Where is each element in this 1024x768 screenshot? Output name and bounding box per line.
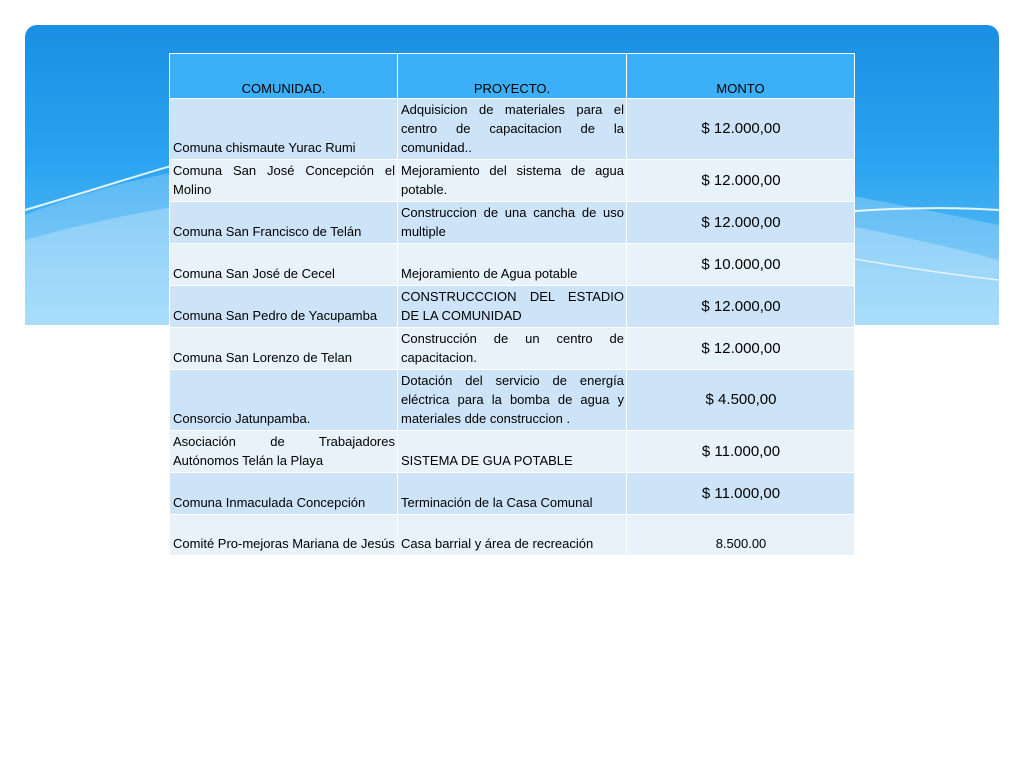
cell-monto: $ 12.000,00 [627, 328, 855, 370]
cell-monto: $ 11.000,00 [627, 473, 855, 515]
header-proyecto: PROYECTO. [398, 54, 627, 99]
cell-monto: $ 4.500,00 [627, 370, 855, 431]
cell-proyecto: Construcción de un centro de capacitacion. [398, 328, 627, 370]
cell-proyecto: Dotación del servicio de energía eléctrica para la bomba de agua y materiales dde construccion . [398, 370, 627, 431]
cell-comunidad: Comuna San Lorenzo de Telan [170, 328, 398, 370]
table-row [170, 328, 855, 370]
table-row [170, 202, 855, 244]
cell-monto: $ 12.000,00 [627, 202, 855, 244]
cell-comunidad: Comuna San Francisco de Telán [170, 202, 398, 244]
cell-comunidad: Consorcio Jatunpamba. [170, 370, 398, 431]
cell-proyecto: Construccion de una cancha de uso multiple [398, 202, 627, 244]
cell-proyecto: Terminación de la Casa Comunal [398, 473, 627, 515]
table-row [170, 515, 855, 556]
cell-comunidad: Comuna chismaute Yurac Rumi [170, 99, 398, 160]
table-row [170, 99, 855, 160]
table-row [170, 473, 855, 515]
cell-comunidad: Comuna San José Concepción el Molino [170, 160, 398, 202]
projects-table [169, 53, 855, 556]
table-row [170, 286, 855, 328]
cell-proyecto: Mejoramiento del sistema de agua potable. [398, 160, 627, 202]
cell-comunidad: Comuna San José de Cecel [170, 244, 398, 286]
table-row [170, 160, 855, 202]
cell-proyecto: CONSTRUCCCION DEL ESTADIO DE LA COMUNIDAD [398, 286, 627, 328]
cell-monto: $ 10.000,00 [627, 244, 855, 286]
cell-proyecto: Casa barrial y área de recreación [398, 515, 627, 556]
cell-comunidad: Comuna San Pedro de Yacupamba [170, 286, 398, 328]
table-header-row [170, 54, 855, 99]
cell-proyecto: Mejoramiento de Agua potable [398, 244, 627, 286]
table-row [170, 431, 855, 473]
cell-proyecto: SISTEMA DE GUA POTABLE [398, 431, 627, 473]
cell-monto: $ 11.000,00 [627, 431, 855, 473]
table-row [170, 244, 855, 286]
cell-monto: $ 12.000,00 [627, 99, 855, 160]
cell-monto: 8.500.00 [627, 515, 855, 556]
cell-comunidad: Asociación de Trabajadores Autónomos Telán la Playa [170, 431, 398, 473]
header-monto: MONTO [627, 54, 855, 99]
cell-monto: $ 12.000,00 [627, 160, 855, 202]
header-comunidad: COMUNIDAD. [170, 54, 398, 99]
cell-proyecto: Adquisicion de materiales para el centro de capacitacion de la comunidad.. [398, 99, 627, 160]
cell-comunidad: Comuna Inmaculada Concepción [170, 473, 398, 515]
cell-comunidad: Comité Pro-mejoras Mariana de Jesús [170, 515, 398, 556]
table-row [170, 370, 855, 431]
cell-monto: $ 12.000,00 [627, 286, 855, 328]
